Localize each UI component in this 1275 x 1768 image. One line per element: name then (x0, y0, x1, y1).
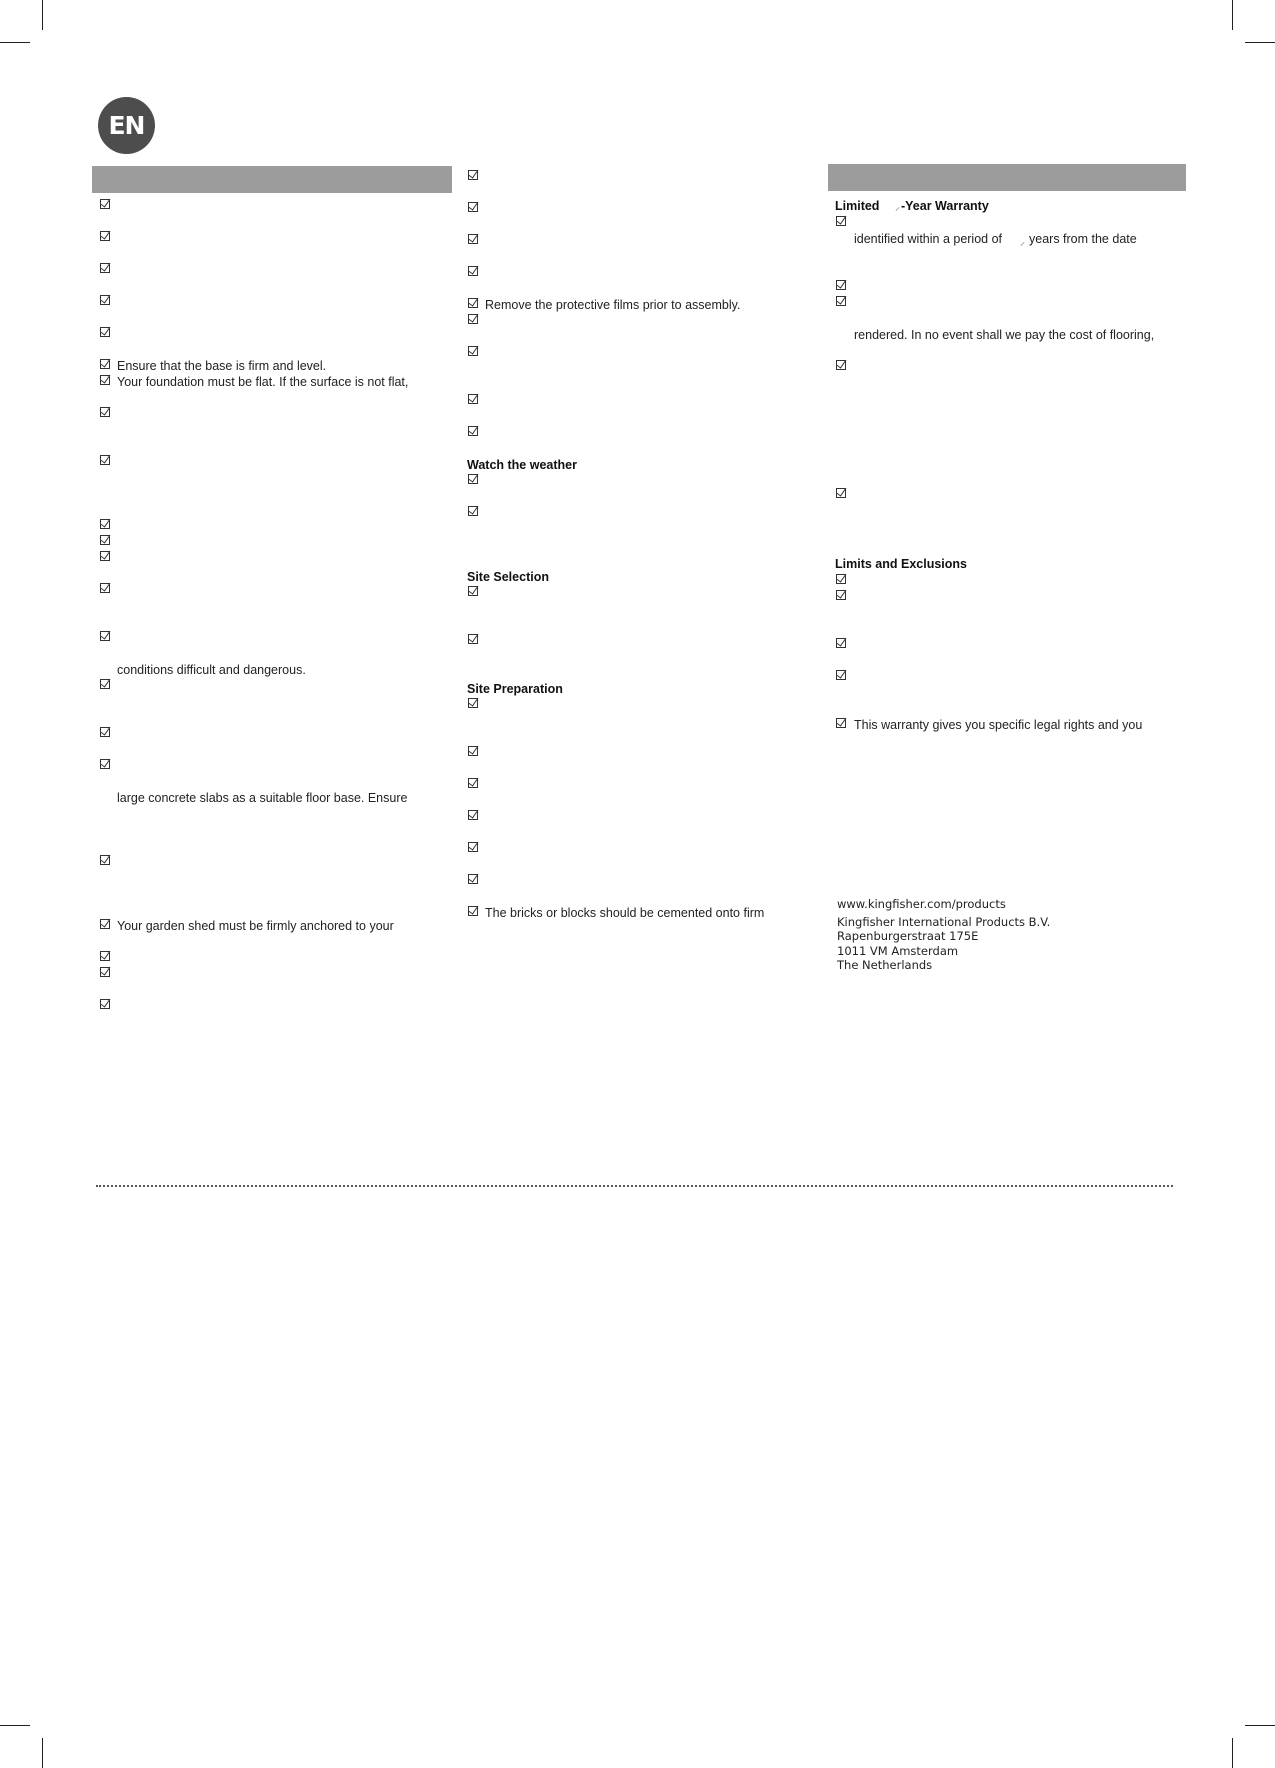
body-text: Ensure that the base is firm and level. (117, 359, 327, 373)
section-header-bar (92, 166, 452, 193)
checkbox-icon (468, 906, 478, 916)
crop-mark (1245, 42, 1275, 43)
body-text: rendered. In no event shall we pay the cost of flooring, (854, 328, 1155, 342)
body-text: Your foundation must be flat. If the surface is not flat, (117, 375, 409, 389)
checkbox-icon (836, 280, 846, 290)
section-heading: Site Selection (467, 570, 549, 584)
warranty-heading-right: -Year Warranty (901, 199, 989, 213)
checkbox-icon (468, 634, 478, 644)
checkbox-icon (836, 360, 846, 370)
company-name: Kingfisher International Products B.V. (837, 915, 1051, 929)
mark-tick: ⸝ (895, 202, 900, 213)
checkbox-icon (100, 375, 110, 385)
checkbox-icon (100, 679, 110, 689)
warranty-heading-left: Limited (835, 199, 880, 213)
crop-mark (0, 1725, 30, 1726)
checkbox-icon (468, 298, 478, 308)
section-header-bar (828, 164, 1186, 191)
checkbox-icon (100, 519, 110, 529)
checkbox-icon (468, 842, 478, 852)
checkbox-icon (468, 394, 478, 404)
crop-mark (1245, 1725, 1275, 1726)
checkbox-icon (836, 638, 846, 648)
checkbox-icon (100, 199, 110, 209)
checkbox-icon (468, 746, 478, 756)
checkbox-icon (836, 296, 846, 306)
checkbox-icon (100, 631, 110, 641)
checkbox-icon (468, 202, 478, 212)
website-url: www.kingfisher.com/products (837, 897, 1006, 911)
checkbox-icon (100, 951, 110, 961)
checkbox-icon (468, 810, 478, 820)
checkbox-icon (100, 551, 110, 561)
checkbox-icon (100, 455, 110, 465)
checkbox-icon (100, 407, 110, 417)
body-text: years from the date (1029, 232, 1137, 246)
body-text: Your garden shed must be firmly anchored to your (117, 919, 394, 933)
checkbox-icon (468, 586, 478, 596)
checkbox-icon (100, 263, 110, 273)
checkbox-icon (836, 670, 846, 680)
crop-mark (1232, 1738, 1233, 1768)
checkbox-icon (836, 216, 846, 226)
checkbox-icon (100, 295, 110, 305)
body-text: identified within a period of (854, 232, 1003, 246)
section-heading: Limits and Exclusions (835, 557, 967, 571)
country: The Netherlands (837, 958, 933, 972)
checkbox-icon (468, 778, 478, 788)
checkbox-icon (100, 855, 110, 865)
body-text: This warranty gives you specific legal rights and you (854, 718, 1143, 732)
section-heading: Site Preparation (467, 682, 563, 696)
checkbox-icon (100, 967, 110, 977)
street-address: Rapenburgerstraat 175E (837, 929, 979, 943)
checkbox-icon (468, 266, 478, 276)
checkbox-icon (836, 590, 846, 600)
checkbox-icon (100, 583, 110, 593)
mark-tick: ⸝ (1020, 237, 1025, 248)
city-address: 1011 VM Amsterdam (837, 944, 959, 958)
checkbox-icon (100, 999, 110, 1009)
checkbox-icon (468, 426, 478, 436)
body-text: The bricks or blocks should be cemented onto firm (485, 906, 765, 920)
crop-mark (1232, 0, 1233, 30)
checkbox-icon (836, 488, 846, 498)
body-text: Remove the protective films prior to assembly. (485, 298, 741, 312)
crop-mark (42, 1738, 43, 1768)
checkbox-icon (100, 919, 110, 929)
checkbox-icon (836, 718, 846, 728)
checkbox-icon (468, 506, 478, 516)
checkbox-icon (100, 535, 110, 545)
checkbox-icon (468, 346, 478, 356)
checkbox-icon (468, 874, 478, 884)
checkbox-icon (468, 314, 478, 324)
checkbox-icon (100, 359, 110, 369)
body-text: large concrete slabs as a suitable floor base. Ensure (117, 791, 408, 805)
checkbox-icon (100, 231, 110, 241)
language-badge: EN (98, 97, 155, 154)
checkbox-icon (100, 759, 110, 769)
checkbox-icon (468, 170, 478, 180)
checkbox-icon (100, 327, 110, 337)
checkbox-icon (836, 574, 846, 584)
checkbox-icon (100, 727, 110, 737)
body-text: conditions difficult and dangerous. (117, 663, 306, 677)
crop-mark (0, 42, 30, 43)
checkbox-icon (468, 234, 478, 244)
section-heading: Watch the weather (467, 458, 577, 472)
crop-mark (42, 0, 43, 30)
dotted-cut-line (96, 1185, 1173, 1187)
checkbox-icon (468, 698, 478, 708)
checkbox-icon (468, 474, 478, 484)
